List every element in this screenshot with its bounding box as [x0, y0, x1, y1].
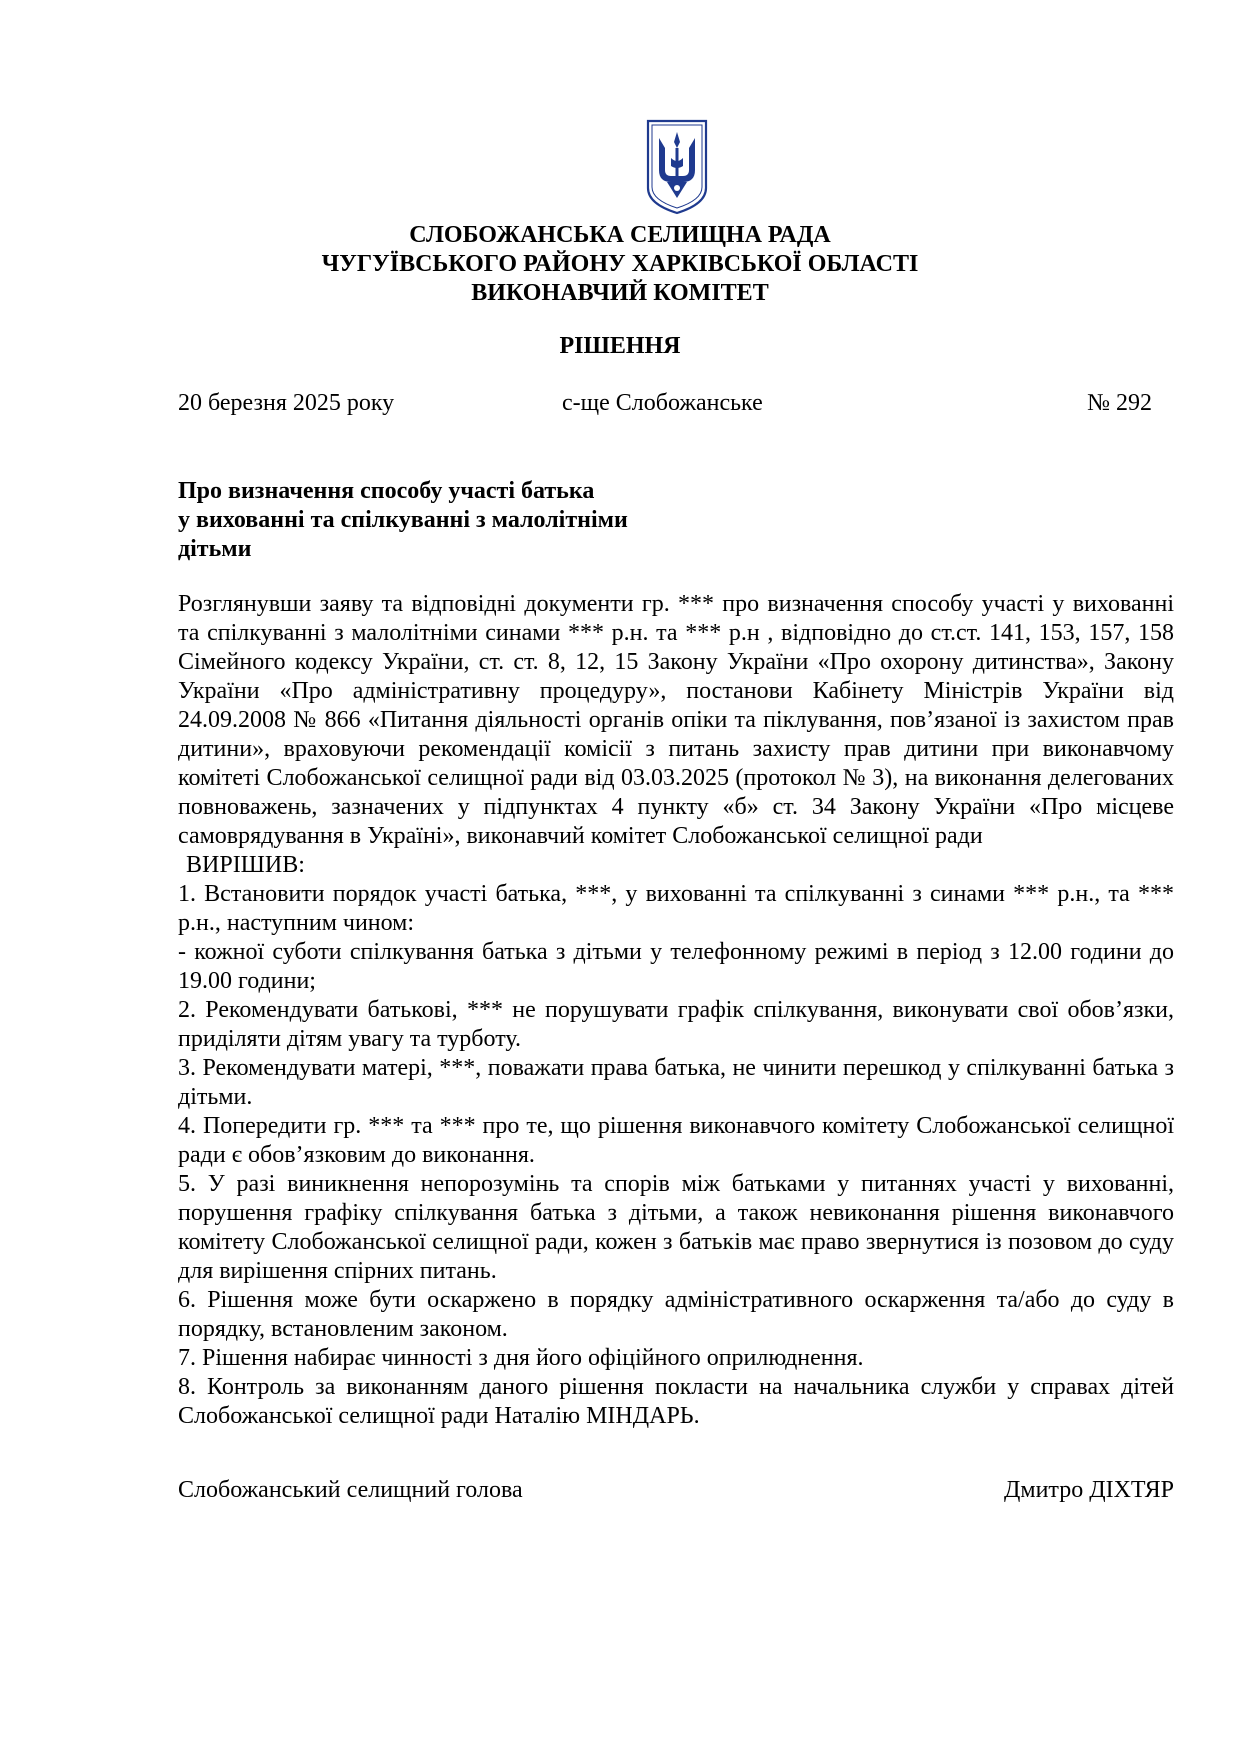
district-region: ЧУГУЇВСЬКОГО РАЙОНУ ХАРКІВСЬКОЇ ОБЛАСТІ	[321, 251, 919, 277]
subject-line: Про визначення способу участі батька	[178, 478, 595, 504]
decision-place: с-ще Слобожанське	[562, 390, 763, 416]
decision-item: 6. Рішення може бути оскаржено в порядку адміністративного оскарження та/або до суду в порядку, встановленим законом.	[178, 1287, 1174, 1342]
decision-date: 20 березня 2025 року	[178, 390, 395, 416]
subject-line: дітьми	[178, 536, 252, 562]
coat-of-arms-icon	[645, 118, 709, 216]
council-header	[0, 221, 1240, 308]
council-name: СЛОБОЖАНСЬКА СЕЛИЩНА РАДА	[409, 222, 831, 248]
signatory-position: Слобожанський селищний голова	[178, 1477, 523, 1503]
decision-item: 8. Контроль за виконанням даного рішення покласти на начальника служби у справах дітей Слобожанської селищної ради Наталію МІНДАРЬ.	[178, 1374, 1174, 1429]
executive-committee: ВИКОНАВЧИЙ КОМІТЕТ	[471, 280, 769, 306]
decision-number: № 292	[1087, 390, 1152, 416]
decision-subject	[178, 477, 628, 564]
decision-item: 3. Рекомендувати матері, ***, поважати права батька, не чинити перешкод у спілкуванні батька з дітьми.	[178, 1055, 1174, 1110]
subject-line: у вихованні та спілкуванні з малолітніми	[178, 507, 628, 533]
decision-title: РІШЕННЯ	[559, 333, 681, 359]
resolved-heading: ВИРІШИВ:	[186, 852, 305, 878]
decision-item: 7. Рішення набирає чинності з дня його офіційного оприлюднення.	[178, 1345, 864, 1371]
decision-item: - кожної суботи спілкування батька з дітьми у телефонному режимі в період з 12.00 години до 19.00 години;	[178, 939, 1174, 994]
decision-item: 4. Попередити гр. *** та *** про те, що рішення виконавчого комітету Слобожанської селищної ради є обов’язковим до виконання.	[178, 1113, 1174, 1168]
decision-item: 2. Рекомендувати батькові, *** не порушувати графік спілкування, виконувати свої обов’язки, приділяти дітям увагу та турботу.	[178, 997, 1174, 1052]
preamble-paragraph: Розглянувши заяву та відповідні документи гр. *** про визначення способу участі у вихованні та спілкуванні з малолітніми синами *** р.н. та *** р.н , відповідно до ст.ст. 141, 153, 157, 158 Сімейного кодексу України, ст. ст. 8, 12, 15 Закону України «Про охорону дитинства», Закону України «Про адміністративну процедуру», постанови Кабінету Міністрів України від 24.09.2008 № 866 «Питання діяльності органів опіки та піклування, пов’язаної із захистом прав дитини», враховуючи рекомендації комісії з питань захисту прав дитини при виконавчому комітеті Слобожанської селищної ради від 03.03.2025 (протокол № 3), на виконання делегованих повноважень, зазначених у підпунктах 4 пункту «б» ст. 34 Закону України «Про місцеве самоврядування в Україні», виконавчий комітет Слобожанської селищної ради	[178, 591, 1174, 849]
decision-item: 5. У разі виникнення непорозумінь та спорів між батьками у питаннях участі у вихованні, порушення графіку спілкування батька з дітьми, а також невиконання рішення виконавчого комітету Слобожанської селищної ради, кожен з батьків має право звернутися із позовом до суду для вирішення спірних питань.	[178, 1171, 1174, 1284]
decision-body	[178, 590, 1174, 1431]
signatory-name: Дмитро ДІХТЯР	[1004, 1477, 1174, 1503]
decision-item: 1. Встановити порядок участі батька, ***, у вихованні та спілкуванні з синами *** р.н., та *** р.н., наступним чином:	[178, 881, 1174, 936]
